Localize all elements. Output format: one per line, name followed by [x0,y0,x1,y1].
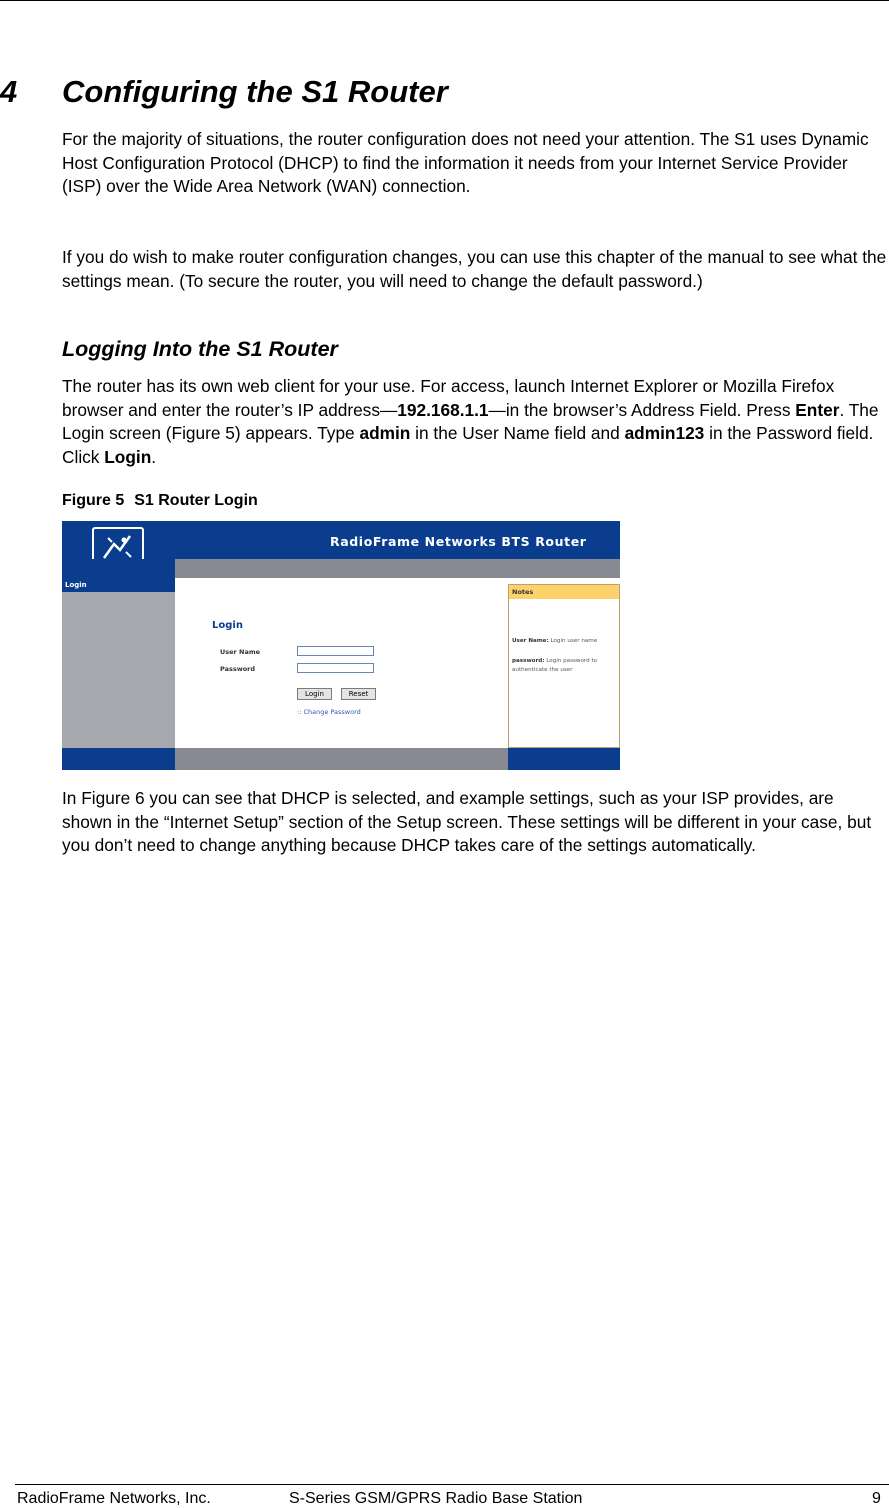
figure-caption [62,492,258,510]
chapter-number: 4 [0,74,18,109]
login-button[interactable]: Login [297,688,332,700]
footer-bar-middle [175,748,508,770]
user-name-label: User Name [220,648,261,656]
router-sidebar [62,578,175,748]
note-user-name [512,637,620,646]
note-password [512,657,620,675]
footer-company: RadioFrame Networks, Inc. [17,1490,211,1507]
router-login-screenshot [62,521,620,770]
enter-key: Enter [795,399,840,420]
text-run: in the Password field. Click [62,423,874,467]
footer-bar-right [508,748,620,770]
note-password-label: password: [512,658,545,664]
login-instructions-paragraph [62,375,887,469]
note-user-text: Login user name [550,638,598,644]
section-heading: Logging Into the S1 Router [62,337,338,361]
ip-address: 192.168.1.1 [397,399,489,420]
password-label: Password [220,665,256,673]
password-input[interactable] [297,663,374,673]
intro-paragraph: For the majority of situations, the router configuration does not need your attention. The S1 uses Dynamic Host Configuration Protocol (DHCP) to find the information it needs from your Internet Service Provider (ISP) over the Wide Area Network (WAN) connection. [62,129,869,196]
username-value: admin [359,423,411,443]
user-name-input[interactable] [297,646,374,656]
figure-label: Figure 5 [62,492,125,509]
footer-product: S-Series GSM/GPRS Radio Base Station [289,1490,583,1507]
chapter-title: Configuring the S1 Router [62,74,448,109]
login-word: Login [104,446,152,467]
figure-caption-text: S1 Router Login [134,492,258,509]
chapter-heading [0,74,448,110]
note-password-text: Login password to authenticate the user [512,658,598,673]
top-rule [0,0,889,1]
notes-title: Notes [509,585,619,599]
text-run: . The Login screen (Figure 5) appears. Type [62,399,879,443]
text-run: The router has its own web client for your use. For access, launch Internet Explorer or Mozilla Firefox browser and enter the router’s IP address— [62,376,835,420]
gray-strip [175,559,620,578]
banner-left-extension [62,559,175,578]
sidebar-item-login[interactable]: Login [62,578,175,592]
note-user-label: User Name: [512,638,549,644]
change-password-link[interactable]: :: Change Password [297,708,361,716]
text-run: —in the browser’s Address Field. Press [488,399,796,420]
text-run: . [151,446,157,467]
footer-bar-left [62,748,175,770]
footer-rule [15,1484,889,1485]
notes-panel [508,584,620,748]
router-banner-title: RadioFrame Networks BTS Router [330,534,587,549]
password-value: admin123 [624,423,705,443]
changes-paragraph: If you do wish to make router configuration changes, you can use this chapter of the manual to see what the settings mean. (To secure the router, you will need to change the default password.) [62,247,887,291]
after-figure-paragraph: In Figure 6 you can see that DHCP is selected, and example settings, such as your ISP provides, are shown in the “Internet Setup” section of the Setup screen. These settings will be different in your case, but you don’t need to change anything because DHCP takes care of the settings automatically. [62,788,872,855]
login-form-title: Login [212,620,243,631]
reset-button[interactable]: Reset [341,688,376,700]
footer-page-number: 9 [872,1490,881,1507]
text-run: in the User Name field and [410,423,625,443]
